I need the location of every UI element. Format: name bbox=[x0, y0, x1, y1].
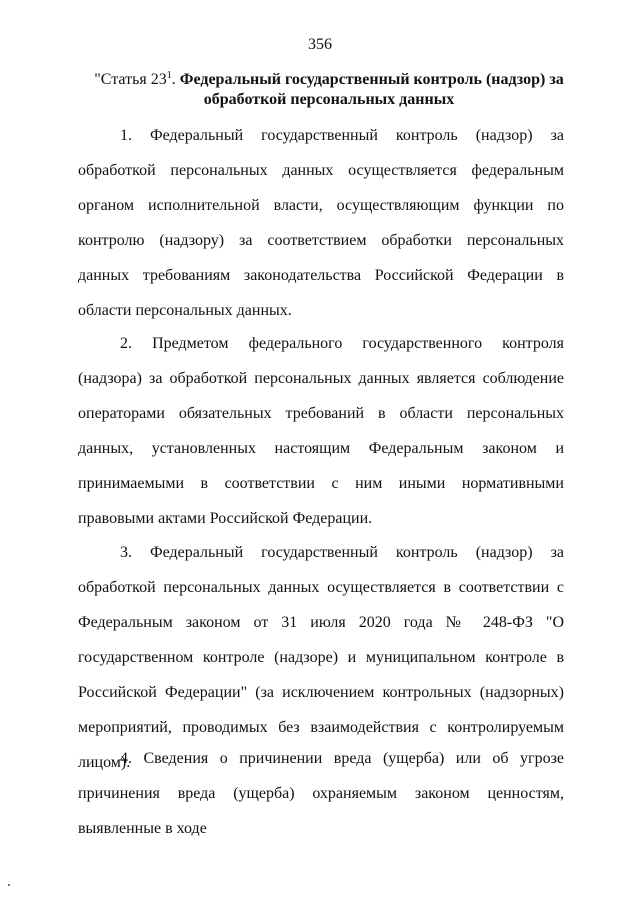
paragraph-4: 4. Сведения о причинении вреда (ущерба) или об угрозе причинения вреда (ущерба) охраняемым законом ценностям, выявленные в ходе bbox=[78, 750, 564, 837]
paragraph-1: 1. Федеральный государственный контроль (надзор) за обработкой персональных данных осуществляется федеральным органом исполнительной власти, осуществляющим функции по контролю (надзору) за соответствием обработки персональных данных требованиям законодательства Российской Федерации в области персональных данных. bbox=[78, 127, 564, 319]
paragraph-3: 3. Федеральный государственный контроль (надзор) за обработкой персональных данных осуществляется в соответствии с Федеральным законом от 31 июля 2020 года № 248-ФЗ "О государственном контроле (надзоре) и муниципальном контроле в Российской Федерации" (за исключением контрольных (надзорных) мероприятий, проводимых без взаимодействия с контролируемым лицом). bbox=[78, 544, 564, 771]
article-heading bbox=[90, 66, 568, 110]
scan-speck bbox=[8, 884, 10, 886]
paragraph-2: 2. Предметом федерального государственного контроля (надзора) за обработкой персональных данных является соблюдение операторами обязательных требований в области персональных данных, установленных настоящим Федеральным законом и принимаемыми в соответствии с ним иными нормативными правовыми актами Российской Федерации. bbox=[78, 335, 564, 527]
page-number: 356 bbox=[308, 36, 332, 53]
article-title: Федеральный государственный контроль (надзор) за обработкой персональных данных bbox=[179, 71, 564, 108]
article-label: "Статья 23 bbox=[94, 71, 167, 88]
article-superscript: 1 bbox=[166, 70, 172, 81]
article-dot: . bbox=[171, 71, 180, 88]
